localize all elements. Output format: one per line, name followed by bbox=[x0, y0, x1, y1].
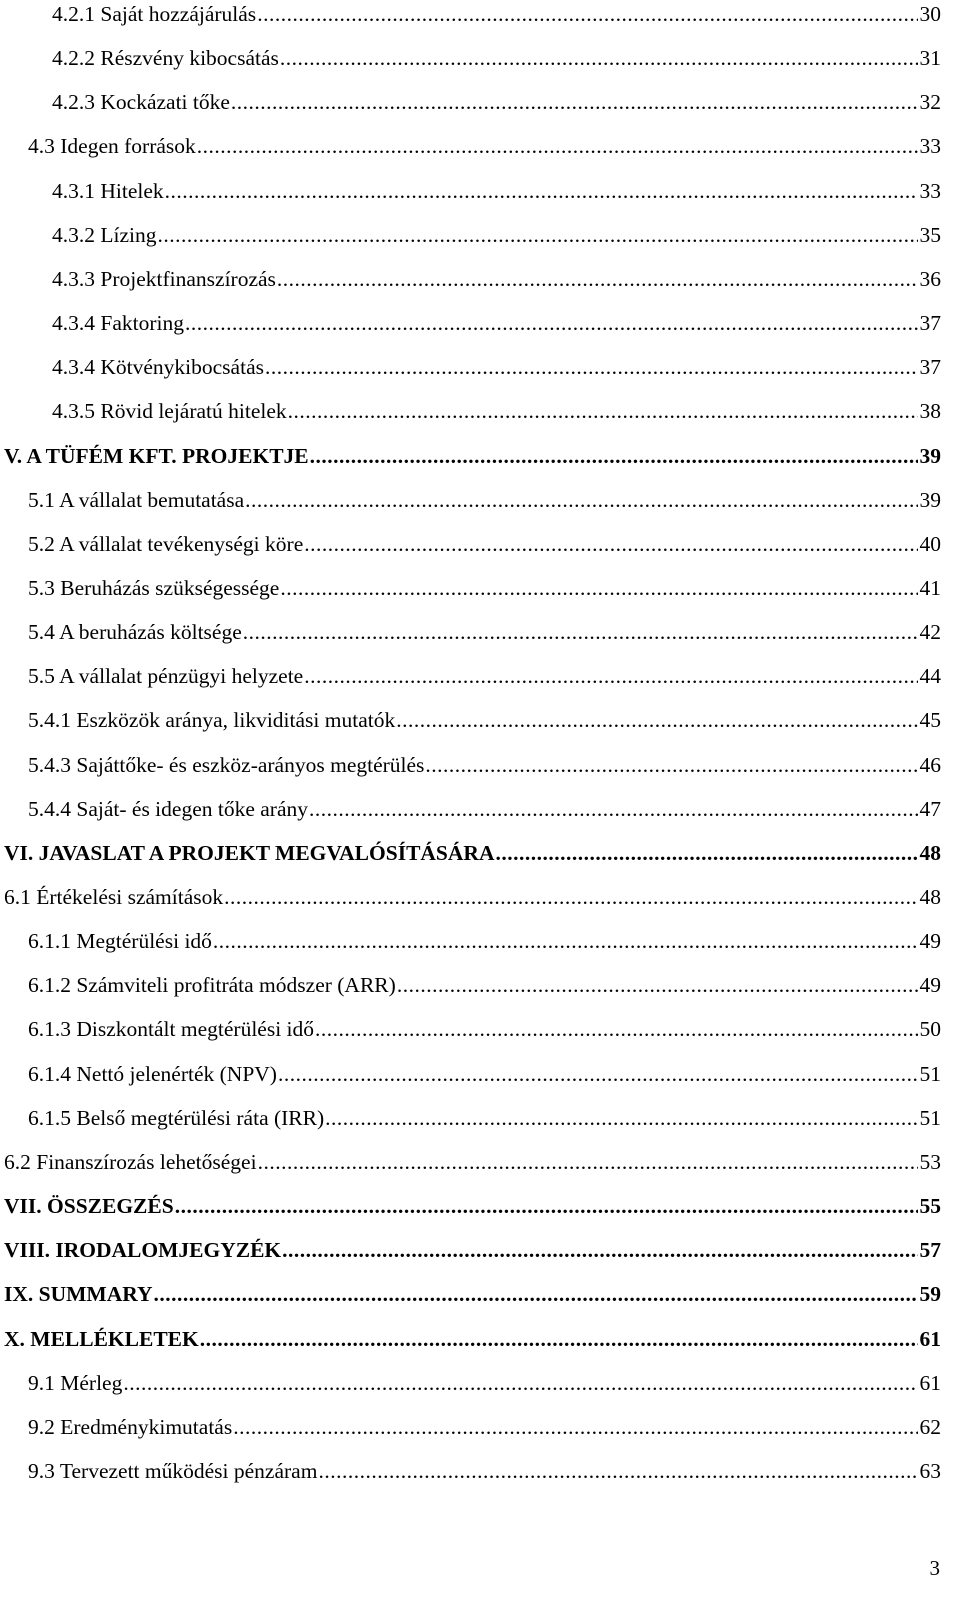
toc-entry-page: 41 bbox=[919, 575, 941, 600]
toc-dot-leader bbox=[397, 971, 918, 999]
toc-entry-page: 36 bbox=[919, 266, 941, 291]
toc-entry-page: 35 bbox=[919, 222, 941, 247]
toc-entry-page: 40 bbox=[919, 531, 941, 556]
toc-entry-label: 4.2.2 Részvény kibocsátás bbox=[52, 46, 279, 71]
toc-entry-label: 5.4.3 Sajáttőke- és eszköz-arányos megtérülés bbox=[28, 752, 425, 777]
toc-entry[interactable] bbox=[28, 1369, 941, 1397]
toc-entry[interactable] bbox=[4, 442, 941, 470]
toc-entry-page: 33 bbox=[919, 134, 941, 159]
toc-dot-leader bbox=[165, 177, 918, 205]
toc-dot-leader bbox=[495, 839, 917, 867]
toc-entry[interactable] bbox=[28, 486, 941, 514]
toc-dot-leader bbox=[315, 1015, 917, 1043]
toc-entry-label: 9.1 Mérleg bbox=[28, 1370, 123, 1395]
toc-dot-leader bbox=[243, 618, 918, 646]
toc-entry-page: 51 bbox=[919, 1061, 941, 1086]
toc-entry-label: 6.2 Finanszírozás lehetőségei bbox=[4, 1149, 257, 1174]
toc-dot-leader bbox=[224, 883, 917, 911]
toc-dot-leader bbox=[231, 88, 918, 116]
toc-dot-leader bbox=[396, 706, 917, 734]
toc-entry-page: 39 bbox=[919, 487, 941, 512]
toc-entry-page: 57 bbox=[919, 1238, 941, 1263]
toc-dot-leader bbox=[304, 662, 917, 690]
toc-dot-leader bbox=[325, 1104, 917, 1132]
toc-entry-label: 5.5 A vállalat pénzügyi helyzete bbox=[28, 664, 304, 689]
toc-entry-page: 51 bbox=[919, 1105, 941, 1130]
toc-dot-leader bbox=[265, 353, 918, 381]
toc-entry[interactable] bbox=[52, 177, 941, 205]
toc-dot-leader bbox=[258, 1148, 918, 1176]
toc-entry-page: 49 bbox=[919, 929, 941, 954]
toc-entry-label: 9.2 Eredménykimutatás bbox=[28, 1414, 233, 1439]
toc-entry-label: 4.3.3 Projektfinanszírozás bbox=[52, 266, 276, 291]
toc-dot-leader bbox=[288, 397, 918, 425]
toc-dot-leader bbox=[280, 44, 918, 72]
toc-entry-page: 38 bbox=[919, 399, 941, 424]
toc-entry-page: 42 bbox=[919, 620, 941, 645]
toc-entry-page: 37 bbox=[919, 311, 941, 336]
toc-entry[interactable] bbox=[4, 1325, 941, 1353]
toc-entry[interactable] bbox=[28, 132, 941, 160]
toc-dot-leader bbox=[278, 1060, 918, 1088]
toc-dot-leader bbox=[233, 1413, 917, 1441]
toc-dot-leader bbox=[185, 309, 918, 337]
toc-entry-page: 62 bbox=[919, 1414, 941, 1439]
toc-dot-leader bbox=[175, 1192, 918, 1220]
toc-entry[interactable] bbox=[52, 88, 941, 116]
toc-entry[interactable] bbox=[28, 662, 941, 690]
toc-entry[interactable] bbox=[28, 618, 941, 646]
toc-dot-leader bbox=[158, 221, 918, 249]
toc-entry-label: 4.3.4 Faktoring bbox=[52, 311, 184, 336]
toc-entry[interactable] bbox=[28, 751, 941, 779]
toc-entry-page: 53 bbox=[919, 1149, 941, 1174]
toc-entry-page: 37 bbox=[919, 355, 941, 380]
toc-entry-page: 31 bbox=[919, 46, 941, 71]
toc-entry-label: 6.1.1 Megtérülési idő bbox=[28, 929, 212, 954]
toc-dot-leader bbox=[282, 1236, 917, 1264]
toc-entry-label: 4.2.1 Saját hozzájárulás bbox=[52, 2, 257, 26]
toc-entry[interactable] bbox=[28, 1015, 941, 1043]
toc-entry-page: 49 bbox=[919, 973, 941, 998]
toc-dot-leader bbox=[123, 1369, 917, 1397]
toc-entry-label: 5.4.4 Saját- és idegen tőke arány bbox=[28, 796, 309, 821]
toc-entry-label: 4.3.5 Rövid lejáratú hitelek bbox=[52, 399, 287, 424]
toc-entry-page: 55 bbox=[919, 1194, 941, 1219]
toc-entry-page: 39 bbox=[919, 443, 941, 468]
toc-dot-leader bbox=[425, 751, 917, 779]
toc-dot-leader bbox=[197, 132, 918, 160]
toc-entry-page: 63 bbox=[919, 1458, 941, 1483]
toc-dot-leader bbox=[257, 0, 917, 28]
toc-entry-label: 5.2 A vállalat tevékenységi köre bbox=[28, 531, 304, 556]
toc-entry-label: 5.4.1 Eszközök aránya, likviditási mutatók bbox=[28, 708, 396, 733]
toc-entry-page: 33 bbox=[919, 178, 941, 203]
toc-entry[interactable] bbox=[28, 706, 941, 734]
toc-entry-label: X. MELLÉKLETEK bbox=[4, 1326, 199, 1351]
toc-entry[interactable] bbox=[4, 1148, 941, 1176]
toc-entry-label: 5.4 A beruházás költsége bbox=[28, 620, 242, 645]
toc-entry-label: 4.3 Idegen források bbox=[28, 134, 196, 159]
toc-entry[interactable] bbox=[4, 839, 941, 867]
toc-entry[interactable] bbox=[28, 927, 941, 955]
toc-entry-page: 30 bbox=[919, 2, 941, 26]
toc-entry-page: 48 bbox=[919, 840, 941, 865]
toc-entry-page: 48 bbox=[919, 885, 941, 909]
toc-entry-label: 6.1.4 Nettó jelenérték (NPV) bbox=[28, 1061, 277, 1086]
toc-entry-page: 61 bbox=[919, 1326, 941, 1351]
toc-entry[interactable] bbox=[28, 574, 941, 602]
toc-dot-leader bbox=[280, 574, 917, 602]
toc-entry[interactable] bbox=[28, 1060, 941, 1088]
toc-entry[interactable] bbox=[52, 397, 941, 425]
toc-entry-label: IX. SUMMARY bbox=[4, 1282, 153, 1307]
toc-entry-label: 5.1 A vállalat bemutatása bbox=[28, 487, 245, 512]
toc-dot-leader bbox=[245, 486, 917, 514]
toc-entry-label: 6.1.2 Számviteli profitráta módszer (ARR) bbox=[28, 973, 396, 998]
toc-dot-leader bbox=[213, 927, 918, 955]
toc-entry[interactable] bbox=[28, 1457, 941, 1485]
toc-entry-label: 5.3 Beruházás szükségessége bbox=[28, 575, 280, 600]
toc-entry[interactable] bbox=[28, 1413, 941, 1441]
toc-entry[interactable] bbox=[4, 1236, 941, 1264]
toc-dot-leader bbox=[309, 795, 917, 823]
toc-entry[interactable] bbox=[4, 1280, 941, 1308]
toc-dot-leader bbox=[310, 442, 918, 470]
toc-entry[interactable] bbox=[28, 795, 941, 823]
toc-entry[interactable] bbox=[52, 221, 941, 249]
toc-entry-label: 6.1 Értékelési számítások bbox=[4, 885, 224, 909]
toc-entry-page: 44 bbox=[919, 664, 941, 689]
toc-entry-page: 47 bbox=[919, 796, 941, 821]
toc-entry-page: 46 bbox=[919, 752, 941, 777]
toc-entry[interactable] bbox=[28, 530, 941, 558]
toc-entry-page: 59 bbox=[919, 1282, 941, 1307]
toc-entry[interactable] bbox=[28, 971, 941, 999]
toc-entry-label: 4.3.1 Hitelek bbox=[52, 178, 164, 203]
toc-entry-label: VII. ÖSSZEGZÉS bbox=[4, 1194, 174, 1219]
toc-entry[interactable] bbox=[28, 1104, 941, 1132]
toc-entry-label: 6.1.5 Belső megtérülési ráta (IRR) bbox=[28, 1105, 325, 1130]
toc-entry-label: V. A TÜFÉM KFT. PROJEKTJE bbox=[4, 443, 309, 468]
toc-dot-leader bbox=[318, 1457, 917, 1485]
toc-entry-page: 32 bbox=[919, 90, 941, 115]
toc-entry-page: 50 bbox=[919, 1017, 941, 1042]
toc-entry-label: VI. JAVASLAT A PROJEKT MEGVALÓSÍTÁSÁRA bbox=[4, 840, 495, 865]
toc-dot-leader bbox=[154, 1280, 918, 1308]
toc-dot-leader bbox=[277, 265, 918, 293]
toc-entry[interactable] bbox=[52, 353, 941, 381]
toc-entry[interactable] bbox=[52, 0, 941, 28]
toc-dot-leader bbox=[200, 1325, 918, 1353]
toc-entry-label: 9.3 Tervezett működési pénzáram bbox=[28, 1458, 318, 1483]
toc-entry-label: 6.1.3 Diszkontált megtérülési idő bbox=[28, 1017, 315, 1042]
toc-entry[interactable] bbox=[4, 883, 941, 911]
toc-entry-page: 45 bbox=[919, 708, 941, 733]
toc-entry[interactable] bbox=[52, 265, 941, 293]
toc-entry[interactable] bbox=[4, 1192, 941, 1220]
toc-entry-label: 4.3.4 Kötvénykibocsátás bbox=[52, 355, 264, 380]
page-number: 3 bbox=[929, 1556, 940, 1580]
toc-entry-label: 4.3.2 Lízing bbox=[52, 222, 157, 247]
toc-entry-label: 4.2.3 Kockázati tőke bbox=[52, 90, 230, 115]
toc-dot-leader bbox=[304, 530, 917, 558]
toc-entry-page: 61 bbox=[919, 1370, 941, 1395]
toc-entry-label: VIII. IRODALOMJEGYZÉK bbox=[4, 1238, 282, 1263]
toc-entry[interactable] bbox=[52, 309, 941, 337]
toc-entry[interactable] bbox=[52, 44, 941, 72]
